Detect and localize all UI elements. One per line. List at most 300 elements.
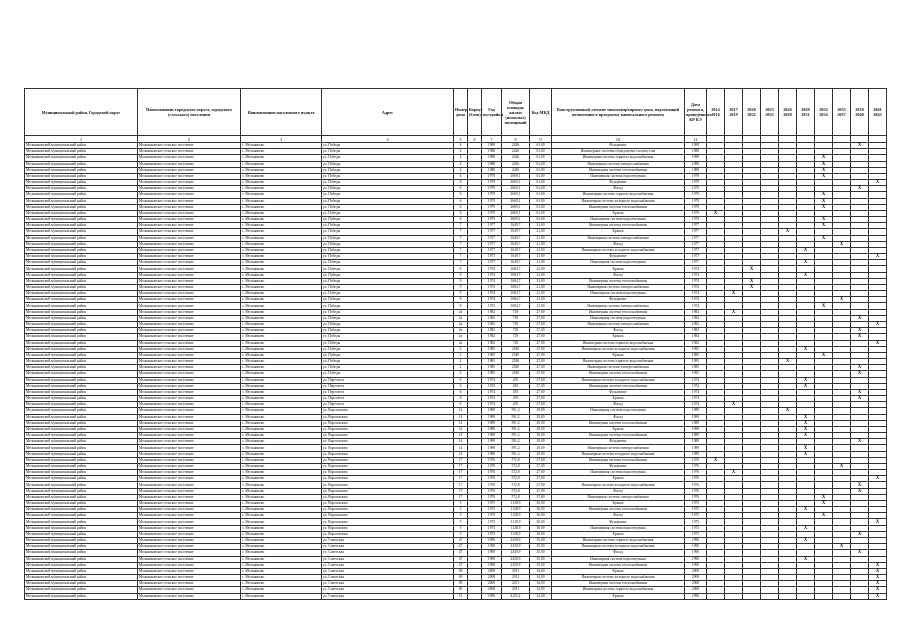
- house-number-cell: 2а: [454, 340, 468, 346]
- settlement-cell: Мельниковское сельское поселение: [138, 538, 241, 544]
- year-cell: 1989: [482, 433, 502, 439]
- period-mark-cell: X: [851, 389, 869, 395]
- settlement-cell: Мельниковское сельское поселение: [138, 309, 241, 315]
- repair-date-cell: 1975: [685, 531, 707, 537]
- district-cell: Мельниковский муниципальный район: [25, 352, 138, 358]
- element-cell: Инженерная система водоотведения: [552, 556, 685, 562]
- element-cell: Инженерная система теплоснабжения: [552, 309, 685, 315]
- mkd-code-cell: 29,00: [530, 439, 552, 445]
- year-cell: 1977: [482, 241, 502, 247]
- settlement-cell: Мельниковское сельское поселение: [138, 346, 241, 352]
- street-cell: ул. Победы: [322, 272, 454, 278]
- period-mark-cell: X: [797, 538, 815, 544]
- house-number-cell: 7: [454, 235, 468, 241]
- mkd-code-cell: 34,00: [530, 581, 552, 587]
- locality-cell: с. Мельниково: [241, 445, 322, 451]
- locality-cell: с. Мельниково: [241, 328, 322, 334]
- column-number: 6: [468, 136, 482, 143]
- year-cell: 1988: [482, 155, 502, 161]
- column-number: 2: [138, 136, 241, 143]
- year-cell: 1974: [482, 383, 502, 389]
- element-cell: Инженерная система теплоснабжения: [552, 507, 685, 513]
- element-cell: Инженерная система теплоснабжения: [552, 562, 685, 568]
- area-cell: 2430,9: [502, 562, 530, 568]
- locality-cell: с. Мельниково: [241, 155, 322, 161]
- settlement-cell: Мельниковское сельское поселение: [138, 315, 241, 321]
- element-cell: Инженерная система электроснабжения: [552, 235, 685, 241]
- mkd-code-cell: 29,00: [530, 426, 552, 432]
- settlement-cell: Мельниковское сельское поселение: [138, 476, 241, 482]
- locality-cell: с. Мельниково: [241, 143, 322, 149]
- repair-date-cell: 1976: [685, 476, 707, 482]
- period-mark-cell: X: [851, 482, 869, 488]
- house-number-cell: 2а: [454, 328, 468, 334]
- street-cell: ул. Ворошилова: [322, 451, 454, 457]
- area-cell: 1128,9: [502, 507, 530, 513]
- house-number-cell: 6: [454, 396, 468, 402]
- house-number-cell: 2: [454, 359, 468, 365]
- locality-cell: с. Мельниково: [241, 581, 322, 587]
- element-cell: Инженерная система горячего водоснабжения: [552, 538, 685, 544]
- locality-cell: с. Мельниково: [241, 451, 322, 457]
- district-cell: Мельниковский муниципальный район: [25, 488, 138, 494]
- locality-cell: с. Мельниково: [241, 371, 322, 377]
- element-cell: Инженерная система теплоснабжения: [552, 581, 685, 587]
- street-cell: ул. Победы: [322, 198, 454, 204]
- mkd-code-cell: 61,00: [530, 204, 552, 210]
- year-cell: 1989: [482, 420, 502, 426]
- locality-cell: с. Мельниково: [241, 538, 322, 544]
- element-cell: Инженерная система теплоснабжения: [552, 223, 685, 229]
- settlement-cell: Мельниковское сельское поселение: [138, 377, 241, 383]
- locality-cell: с. Мельниково: [241, 334, 322, 340]
- repair-date-cell: 1988: [685, 167, 707, 173]
- period-mark-cell: X: [725, 402, 743, 408]
- mkd-code-cell: 21,00: [530, 254, 552, 260]
- header-cell: Наименование городского округа, городского (сельского) поселения: [138, 89, 241, 136]
- settlement-cell: Мельниковское сельское поселение: [138, 229, 241, 235]
- period-mark-cell: X: [869, 340, 887, 346]
- mkd-code-cell: 27,00: [530, 482, 552, 488]
- area-cell: 729: [502, 340, 530, 346]
- locality-cell: с. Мельниково: [241, 254, 322, 260]
- district-cell: Мельниковский муниципальный район: [25, 371, 138, 377]
- year-cell: 1977: [482, 235, 502, 241]
- district-cell: Мельниковский муниципальный район: [25, 445, 138, 451]
- locality-cell: с. Мельниково: [241, 241, 322, 247]
- repair-date-cell: 1979: [685, 186, 707, 192]
- area-cell: 2426: [502, 161, 530, 167]
- year-cell: 1982: [482, 340, 502, 346]
- locality-cell: с. Мельниково: [241, 365, 322, 371]
- area-cell: 729: [502, 328, 530, 334]
- period-mark-cell: [707, 593, 725, 599]
- area-cell: 1684,7: [502, 291, 530, 297]
- district-cell: Мельниковский муниципальный район: [25, 482, 138, 488]
- settlement-cell: Мельниковское сельское поселение: [138, 389, 241, 395]
- header-cell: Общая площадь жилых (нежилых) помещений: [502, 89, 530, 136]
- element-cell: Инженерная система теплоснабжения: [552, 278, 685, 284]
- street-cell: ул. Ворошилова: [322, 476, 454, 482]
- element-cell: Фасад: [552, 272, 685, 278]
- year-cell: 1975: [482, 507, 502, 513]
- area-cell: 2011: [502, 581, 530, 587]
- header-cell: Год постройки: [482, 89, 502, 136]
- house-number-cell: 14: [454, 433, 468, 439]
- area-cell: 2540: [502, 371, 530, 377]
- repair-date-cell: 1979: [685, 204, 707, 210]
- house-number-cell: 6: [454, 402, 468, 408]
- year-cell: 1982: [482, 309, 502, 315]
- repair-date-cell: 1974: [685, 303, 707, 309]
- locality-cell: с. Мельниково: [241, 507, 322, 513]
- district-cell: Мельниковский муниципальный район: [25, 389, 138, 395]
- district-cell: Мельниковский муниципальный район: [25, 266, 138, 272]
- mkd-code-cell: 27,00: [530, 328, 552, 334]
- district-cell: Мельниковский муниципальный район: [25, 426, 138, 432]
- street-cell: ул. Победы: [322, 284, 454, 290]
- period-mark-cell: X: [851, 334, 869, 340]
- street-cell: ул. Советская: [322, 593, 454, 599]
- column-number: [725, 136, 743, 143]
- house-number-cell: 6: [454, 389, 468, 395]
- mkd-code-cell: 27,00: [530, 494, 552, 500]
- street-cell: ул. Ворошилова: [322, 525, 454, 531]
- period-mark-cell: X: [797, 383, 815, 389]
- locality-cell: с. Мельниково: [241, 278, 322, 284]
- house-number-cell: 2а: [454, 315, 468, 321]
- area-cell: 729: [502, 315, 530, 321]
- column-number: 1: [25, 136, 138, 143]
- settlement-cell: Мельниковское сельское поселение: [138, 457, 241, 463]
- repair-date-cell: 1982: [685, 315, 707, 321]
- locality-cell: с. Мельниково: [241, 408, 322, 414]
- year-cell: 1989: [482, 426, 502, 432]
- street-cell: ул. Победы: [322, 328, 454, 334]
- district-cell: Мельниковский муниципальный район: [25, 451, 138, 457]
- settlement-cell: Мельниковское сельское поселение: [138, 235, 241, 241]
- locality-cell: с. Мельниково: [241, 186, 322, 192]
- mkd-code-cell: 61,00: [530, 167, 552, 173]
- settlement-cell: Мельниковское сельское поселение: [138, 365, 241, 371]
- mkd-code-cell: 27,00: [530, 488, 552, 494]
- street-cell: ул. Ворошилова: [322, 513, 454, 519]
- street-cell: ул. Победы: [322, 241, 454, 247]
- repair-date-cell: 1985: [685, 359, 707, 365]
- repair-date-cell: 1988: [685, 149, 707, 155]
- repair-date-cell: 2008: [685, 575, 707, 581]
- mkd-code-cell: 21,00: [530, 241, 552, 247]
- mkd-code-cell: 27,00: [530, 463, 552, 469]
- header-cell: Номер дома: [454, 89, 468, 136]
- year-cell: 1985: [482, 359, 502, 365]
- street-cell: ул. Ворошилова: [322, 488, 454, 494]
- element-cell: Фундамент: [552, 254, 685, 260]
- period-mark-cell: X: [797, 420, 815, 426]
- period-mark-cell: X: [815, 494, 833, 500]
- area-cell: 1684,7: [502, 303, 530, 309]
- repair-date-cell: 1977: [685, 229, 707, 235]
- area-cell: 455: [502, 377, 530, 383]
- element-cell: Фасад: [552, 513, 685, 519]
- mkd-code-cell: 61,00: [530, 155, 552, 161]
- header-cell: Адрес: [322, 89, 454, 136]
- mkd-code-cell: 61,00: [530, 192, 552, 198]
- district-cell: Мельниковский муниципальный район: [25, 587, 138, 593]
- locality-cell: с. Мельниково: [241, 402, 322, 408]
- element-cell: Фасад: [552, 488, 685, 494]
- period-mark-cell: [779, 593, 797, 599]
- house-number-cell: 17: [454, 470, 468, 476]
- column-number: 4: [322, 136, 454, 143]
- house-number-cell: 7: [454, 241, 468, 247]
- area-cell: 2426: [502, 149, 530, 155]
- house-number-cell: 5: [454, 531, 468, 537]
- settlement-cell: Мельниковское сельское поселение: [138, 198, 241, 204]
- district-cell: Мельниковский муниципальный район: [25, 229, 138, 235]
- street-cell: ул. Советская: [322, 581, 454, 587]
- street-cell: ул. Советская: [322, 575, 454, 581]
- house-number-cell: 5: [454, 519, 468, 525]
- element-cell: Фундамент: [552, 389, 685, 395]
- mkd-code-cell: 29,00: [530, 445, 552, 451]
- element-cell: Инженерная система холодного водоснабжения: [552, 575, 685, 581]
- locality-cell: с. Мельниково: [241, 352, 322, 358]
- locality-cell: с. Мельниково: [241, 173, 322, 179]
- year-cell: 1988: [482, 143, 502, 149]
- mkd-code-cell: 61,00: [530, 186, 552, 192]
- repair-date-cell: 1989: [685, 420, 707, 426]
- year-cell: 2008: [482, 575, 502, 581]
- period-mark-cell: X: [797, 260, 815, 266]
- year-cell: 1989: [482, 408, 502, 414]
- area-cell: 2540: [502, 346, 530, 352]
- street-cell: ул. Ворошилова: [322, 426, 454, 432]
- mkd-code-cell: 34,00: [530, 568, 552, 574]
- district-cell: Мельниковский муниципальный район: [25, 315, 138, 321]
- element-cell: Инженерная система холодного водоснабжения: [552, 198, 685, 204]
- district-cell: Мельниковский муниципальный район: [25, 593, 138, 599]
- header-cell: 2035 2037: [833, 89, 851, 136]
- year-cell: 1990: [482, 544, 502, 550]
- element-cell: Фасад: [552, 186, 685, 192]
- district-cell: Мельниковский муниципальный район: [25, 204, 138, 210]
- house-number-cell: 17: [454, 488, 468, 494]
- street-cell: ул. Победы: [322, 303, 454, 309]
- area-cell: 2540: [502, 365, 530, 371]
- element-cell: Инженерная система теплоснабжения: [552, 420, 685, 426]
- period-mark-cell: X: [833, 544, 851, 550]
- repair-date-cell: 1985: [685, 352, 707, 358]
- mkd-code-cell: 61,00: [530, 173, 552, 179]
- street-cell: ул. Победы: [322, 371, 454, 377]
- area-cell: 2540: [502, 359, 530, 365]
- repair-date-cell: 1989: [685, 426, 707, 432]
- locality-cell: с. Мельниково: [241, 420, 322, 426]
- house-number-cell: 49: [454, 575, 468, 581]
- repair-date-cell: 1982: [685, 328, 707, 334]
- header-row: [25, 89, 887, 136]
- year-cell: 1975: [482, 513, 502, 519]
- repair-date-cell: 1982: [685, 309, 707, 315]
- street-cell: ул. Победы: [322, 266, 454, 272]
- repair-date-cell: 1976: [685, 470, 707, 476]
- mkd-code-cell: 61,00: [530, 161, 552, 167]
- element-cell: Фундамент: [552, 439, 685, 445]
- column-number: 3: [241, 136, 322, 143]
- year-cell: 1979: [482, 180, 502, 186]
- year-cell: 1989: [482, 414, 502, 420]
- area-cell: 2430,9: [502, 556, 530, 562]
- mkd-code-cell: 29,00: [530, 451, 552, 457]
- area-cell: 2011: [502, 587, 530, 593]
- settlement-cell: Мельниковское сельское поселение: [138, 210, 241, 216]
- area-cell: 572,8: [502, 476, 530, 482]
- column-number: 7: [482, 136, 502, 143]
- mkd-code-cell: 27,00: [530, 457, 552, 463]
- element-cell: Инженерная система теплоснабжения: [552, 433, 685, 439]
- element-cell: Инженерная система водоотведения: [552, 173, 685, 179]
- element-cell: Крыша: [552, 426, 685, 432]
- settlement-cell: Мельниковское сельское поселение: [138, 321, 241, 327]
- district-cell: Мельниковский муниципальный район: [25, 321, 138, 327]
- house-number-cell: 2: [454, 365, 468, 371]
- column-number: 5: [454, 136, 468, 143]
- element-cell: Инженерная система горячего водоснабжения: [552, 155, 685, 161]
- repair-date-cell: 1977: [685, 223, 707, 229]
- area-cell: 2426: [502, 143, 530, 149]
- street-cell: ул. Ворошилова: [322, 470, 454, 476]
- element-cell: Инженерная система водоотведения: [552, 470, 685, 476]
- header-cell: 2041 2043: [869, 89, 887, 136]
- year-cell: 1979: [482, 173, 502, 179]
- year-cell: 1990: [482, 550, 502, 556]
- district-cell: Мельниковский муниципальный район: [25, 439, 138, 445]
- locality-cell: с. Мельниково: [241, 284, 322, 290]
- element-cell: Фасад: [552, 414, 685, 420]
- repair-date-cell: 1974: [685, 402, 707, 408]
- building-cell: [468, 593, 482, 599]
- house-number-cell: 2: [454, 352, 468, 358]
- mkd-code-cell: 30,00: [530, 513, 552, 519]
- column-number: [869, 136, 887, 143]
- mkd-code-cell: 27,00: [530, 359, 552, 365]
- mkd-code-cell: 30,00: [530, 531, 552, 537]
- period-mark-cell: X: [851, 186, 869, 192]
- year-cell: 1982: [482, 321, 502, 327]
- settlement-cell: Мельниковское сельское поселение: [138, 463, 241, 469]
- settlement-cell: Мельниковское сельское поселение: [138, 278, 241, 284]
- period-mark-cell: X: [797, 272, 815, 278]
- year-cell: 1977: [482, 247, 502, 253]
- year-cell: 1974: [482, 272, 502, 278]
- settlement-cell: Мельниковское сельское поселение: [138, 247, 241, 253]
- column-number: 10: [552, 136, 685, 143]
- house-number-cell: 49: [454, 587, 468, 593]
- repair-program-table: [24, 88, 887, 600]
- area-cell: 2011: [502, 575, 530, 581]
- settlement-cell: Мельниковское сельское поселение: [138, 217, 241, 223]
- street-cell: ул. Победы: [322, 223, 454, 229]
- mkd-code-cell: 21,00: [530, 247, 552, 253]
- street-cell: ул. Победы: [322, 161, 454, 167]
- locality-cell: с. Мельниково: [241, 575, 322, 581]
- column-number: [851, 136, 869, 143]
- year-cell: 1982: [482, 315, 502, 321]
- repair-date-cell: 1989: [685, 451, 707, 457]
- mkd-code-cell: 27,00: [530, 334, 552, 340]
- element-cell: Инженерная система горячего водоснабжения: [552, 587, 685, 593]
- district-cell: Мельниковский муниципальный район: [25, 383, 138, 389]
- district-cell: Мельниковский муниципальный район: [25, 550, 138, 556]
- settlement-cell: Мельниковское сельское поселение: [138, 186, 241, 192]
- district-cell: Мельниковский муниципальный район: [25, 167, 138, 173]
- year-cell: 1975: [482, 531, 502, 537]
- house-number-cell: 14: [454, 445, 468, 451]
- mkd-code-cell: 35,00: [530, 538, 552, 544]
- year-cell: 1977: [482, 260, 502, 266]
- area-cell: 455: [502, 396, 530, 402]
- house-number-cell: 14: [454, 420, 468, 426]
- district-cell: Мельниковский муниципальный район: [25, 575, 138, 581]
- repair-date-cell: 1974: [685, 272, 707, 278]
- header-cell: 2029 2031: [797, 89, 815, 136]
- period-mark-cell: X: [725, 291, 743, 297]
- settlement-cell: Мельниковское сельское поселение: [138, 420, 241, 426]
- street-cell: ул. Победы: [322, 155, 454, 161]
- settlement-cell: Мельниковское сельское поселение: [138, 155, 241, 161]
- district-cell: Мельниковский муниципальный район: [25, 340, 138, 346]
- year-cell: 1977: [482, 223, 502, 229]
- year-cell: 2008: [482, 581, 502, 587]
- element-cell: Крыша: [552, 229, 685, 235]
- locality-cell: с. Мельниково: [241, 217, 322, 223]
- area-cell: 2669,1: [502, 173, 530, 179]
- year-cell: 1985: [482, 371, 502, 377]
- house-number-cell: 6: [454, 204, 468, 210]
- year-cell: 1985: [482, 346, 502, 352]
- locality-cell: с. Мельниково: [241, 321, 322, 327]
- house-number-cell: 2а: [454, 309, 468, 315]
- house-number-cell: 6: [454, 173, 468, 179]
- year-cell: 1989: [482, 451, 502, 457]
- header-cell: Код МКД: [530, 89, 552, 136]
- period-mark-cell: X: [797, 445, 815, 451]
- repair-date-cell: 1976: [685, 463, 707, 469]
- area-cell: 2669,1: [502, 210, 530, 216]
- element-cell: Крыша: [552, 210, 685, 216]
- settlement-cell: Мельниковское сельское поселение: [138, 568, 241, 574]
- mkd-code-cell: 27,00: [530, 389, 552, 395]
- mkd-code-cell: 27,00: [530, 377, 552, 383]
- period-mark-cell: [761, 593, 779, 599]
- repair-date-cell: 2008: [685, 581, 707, 587]
- period-mark-cell: X: [851, 328, 869, 334]
- area-cell: 2669,1: [502, 192, 530, 198]
- area-cell: 2669,1: [502, 217, 530, 223]
- district-cell: Мельниковский муниципальный район: [25, 531, 138, 537]
- house-number-cell: 9: [454, 303, 468, 309]
- district-cell: Мельниковский муниципальный район: [25, 297, 138, 303]
- repair-date-cell: 1976: [685, 494, 707, 500]
- locality-cell: с. Мельниково: [241, 309, 322, 315]
- house-number-cell: 47: [454, 538, 468, 544]
- street-cell: ул. Ворошилова: [322, 445, 454, 451]
- repair-date-cell: 1977: [685, 247, 707, 253]
- mkd-code-cell: 61,00: [530, 198, 552, 204]
- area-cell: 1684,7: [502, 297, 530, 303]
- settlement-cell: Мельниковское сельское поселение: [138, 593, 241, 599]
